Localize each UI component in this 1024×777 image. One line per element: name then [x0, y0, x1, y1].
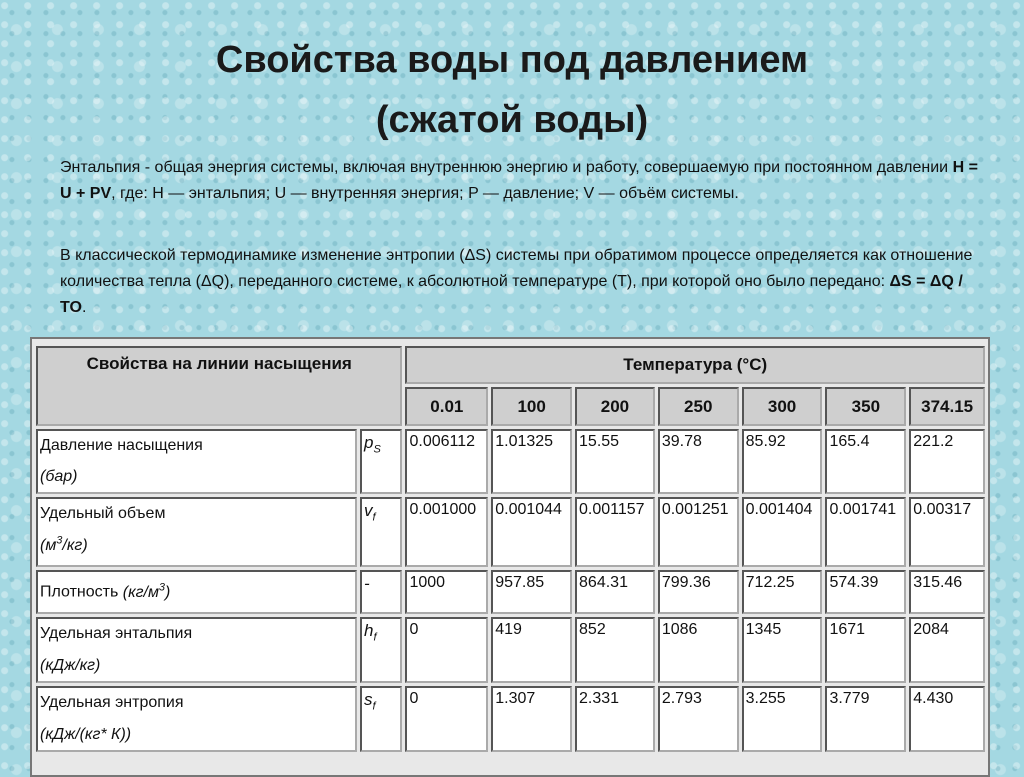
unit-end: /кг): [62, 536, 88, 554]
symbol-subscript: f: [372, 700, 376, 713]
property-symbol: [360, 686, 402, 751]
value-cell: 0.006112: [405, 429, 488, 494]
temperature-header-cell: 374.15: [909, 387, 985, 426]
table-row: [36, 570, 985, 614]
slide-title-line2: (сжатой воды): [375, 99, 649, 141]
symbol-letter: h: [364, 621, 374, 641]
property-symbol: [360, 429, 402, 494]
value-cell: 0.001044: [491, 497, 572, 567]
value-cell: 712.25: [742, 570, 823, 614]
property-name: Удельный объем: [40, 505, 166, 523]
property-name: Удельная энтропия: [40, 694, 184, 712]
value-cell: 39.78: [658, 429, 739, 494]
value-cell: 315.46: [909, 570, 985, 614]
table-row: [36, 429, 985, 494]
unit-text: (бар): [40, 468, 78, 486]
slide-title: [0, 30, 1024, 150]
symbol-subscript: S: [373, 443, 381, 456]
value-cell: 165.4: [825, 429, 906, 494]
value-cell: 85.92: [742, 429, 823, 494]
value-cell: 957.85: [491, 570, 572, 614]
property-symbol: [360, 497, 402, 567]
value-cell: 0.001251: [658, 497, 739, 567]
unit-text: (м: [40, 536, 57, 554]
value-cell: 852: [575, 617, 655, 683]
unit-sup: 3: [158, 581, 166, 594]
property-unit: [40, 726, 131, 743]
enthalpy-text-end: , где: H — энтальпия; U — внутренняя энергия; P — давление; V — объём системы.: [111, 185, 739, 202]
slide-title-line1: Свойства воды под давлением: [215, 39, 809, 81]
unit-text: (кДж/(кг* К)): [40, 725, 132, 743]
symbol-subscript: f: [372, 511, 376, 524]
value-cell: 0.001157: [575, 497, 655, 567]
temperature-header-cell: 250: [658, 387, 739, 426]
property-name: Плотность: [40, 583, 123, 601]
value-cell: 2084: [909, 617, 985, 683]
temperature-header-cell: 100: [491, 387, 572, 426]
property-label: [36, 617, 357, 683]
value-cell: 0.001000: [405, 497, 488, 567]
value-cell: 574.39: [825, 570, 906, 614]
value-cell: 15.55: [575, 429, 655, 494]
property-name: Удельная энтальпия: [40, 625, 193, 643]
value-cell: 3.779: [825, 686, 906, 751]
symbol-letter: v: [364, 501, 373, 521]
property-label: [36, 429, 357, 494]
table-row: [36, 497, 985, 567]
value-cell: 799.36: [658, 570, 739, 614]
value-cell: 1345: [742, 617, 823, 683]
value-cell: 0: [405, 686, 488, 751]
property-unit: [122, 581, 171, 601]
enthalpy-paragraph: [60, 155, 980, 207]
temperature-header-cell: 200: [575, 387, 655, 426]
property-label: [36, 686, 357, 751]
value-cell: 4.430: [909, 686, 985, 751]
header-temperature: Температура (°C): [405, 346, 985, 384]
unit-sup: 3: [56, 534, 63, 547]
entropy-text: В классической термодинамике изменение энтропии (ΔS) системы при обратимом процессе определяется как отношение количества тепла (ΔQ), переданного системе, к абсолютной температуре (T), при которой оно было передано:: [60, 247, 973, 290]
value-cell: 2.331: [575, 686, 655, 751]
value-cell: 1086: [658, 617, 739, 683]
symbol-letter: s: [364, 690, 373, 710]
entropy-paragraph: [60, 243, 980, 321]
unit-text: (кг/м: [122, 583, 159, 601]
property-name: Давление насыщения: [40, 437, 203, 454]
properties-table: [33, 343, 988, 755]
value-cell: 1.307: [491, 686, 572, 751]
value-cell: 0.00317: [909, 497, 985, 567]
value-cell: 0.001741: [825, 497, 906, 567]
value-cell: 419: [491, 617, 572, 683]
table-row: [36, 686, 985, 751]
symbol-letter: -: [364, 574, 370, 594]
property-unit: [40, 534, 88, 554]
property-unit: [40, 657, 100, 674]
property-label: [36, 570, 357, 614]
property-symbol: [360, 570, 402, 614]
enthalpy-text: Энтальпия - общая энергия системы, включая внутреннюю энергию и работу, совершаемую при постоянном давлении: [60, 159, 953, 176]
enthalpy-formula: H = U + PV: [60, 159, 978, 202]
value-cell: 2.793: [658, 686, 739, 751]
header-properties: Свойства на линии насыщения: [36, 346, 402, 426]
value-cell: 221.2: [909, 429, 985, 494]
value-cell: 1000: [405, 570, 488, 614]
value-cell: 3.255: [742, 686, 823, 751]
symbol-subscript: f: [373, 631, 377, 644]
value-cell: 1671: [825, 617, 906, 683]
property-unit: [40, 468, 77, 485]
temperature-header-cell: 300: [742, 387, 823, 426]
unit-text: (кДж/кг): [40, 656, 101, 674]
unit-end: ): [165, 583, 171, 601]
water-properties-table: [30, 337, 990, 777]
property-symbol: [360, 617, 402, 683]
value-cell: 1.01325: [491, 429, 572, 494]
value-cell: 0.001404: [742, 497, 823, 567]
entropy-formula: ΔS = ΔQ / TO: [60, 273, 963, 316]
property-label: [36, 497, 357, 567]
temperature-header-cell: 350: [825, 387, 906, 426]
value-cell: 0: [405, 617, 488, 683]
value-cell: 864.31: [575, 570, 655, 614]
table-row: [36, 617, 985, 683]
temperature-header-cell: 0.01: [405, 387, 488, 426]
entropy-text-end: .: [81, 299, 87, 316]
symbol-letter: p: [364, 433, 374, 452]
